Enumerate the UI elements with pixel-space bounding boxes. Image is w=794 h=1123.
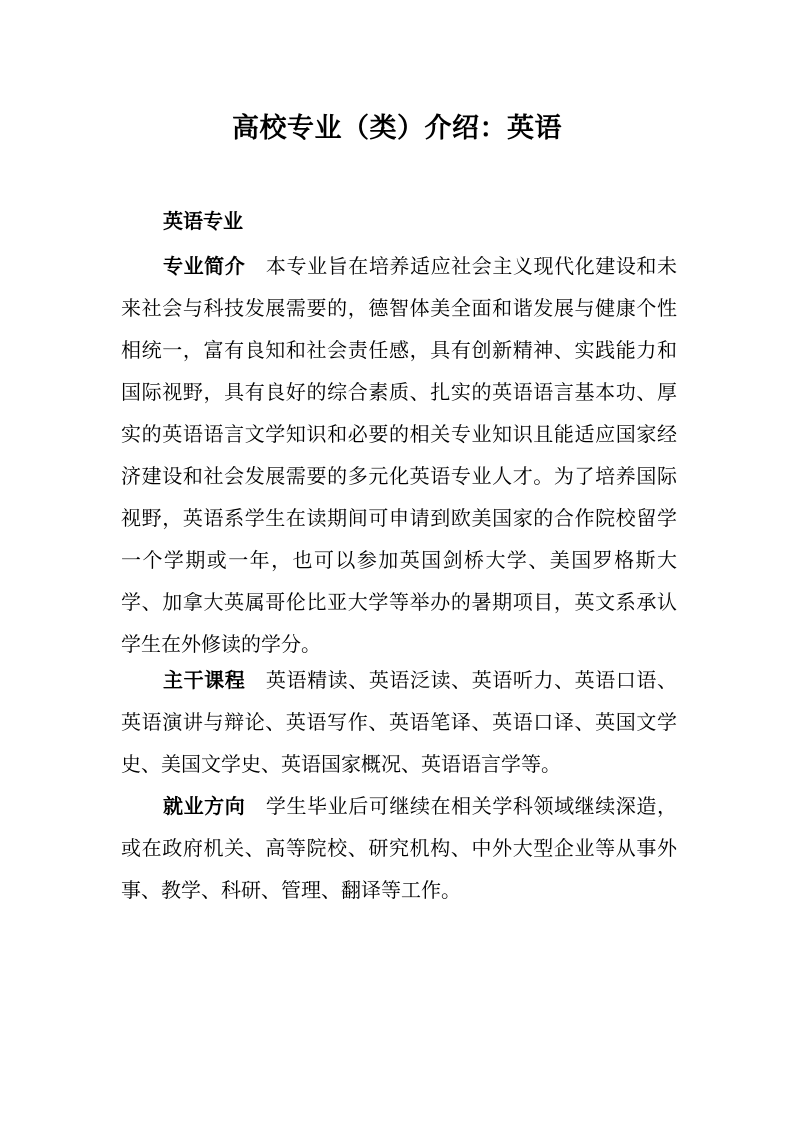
major-introduction-paragraph xyxy=(121,245,677,665)
major-introduction-label: 专业简介 xyxy=(163,254,246,278)
major-section-title: 英语专业 xyxy=(163,209,243,233)
career-direction-text: 学生毕业后可继续在相关学科领域继续深造，或在政府机关、高等院校、研究机构、中外大型企业等从事外事、教学、科研、管理、翻译等工作。 xyxy=(121,794,678,902)
career-direction-paragraph xyxy=(121,785,677,911)
major-introduction-text: 本专业旨在培养适应社会主义现代化建设和未来社会与科技发展需要的，德智体美全面和谐发展与健康个性相统一，富有良知和社会责任感，具有创新精神、实践能力和国际视野，具有良好的综合素质、扎实的英语语言基本功、厚实的英语语言文学知识和必要的相关专业知识且能适应国家经济建设和社会发展需要的多元化英语专业人才。为了培养国际视野，英语系学生在读期间可申请到欧美国家的合作院校留学一个学期或一年，也可以参加英国剑桥大学、美国罗格斯大学、加拿大英属哥伦比亚大学等举办的暑期项目，英文系承认学生在外修读的学分。 xyxy=(121,254,678,656)
core-courses-paragraph xyxy=(121,659,677,785)
page-title: 高校专业（类）介绍：英语 xyxy=(232,113,562,144)
core-courses-text: 英语精读、英语泛读、英语听力、英语口语、英语演讲与辩论、英语写作、英语笔译、英语口译、英国文学史、美国文学史、英语国家概况、英语语言学等。 xyxy=(121,668,678,776)
core-courses-label: 主干课程 xyxy=(163,668,246,692)
career-direction-label: 就业方向 xyxy=(163,794,246,818)
